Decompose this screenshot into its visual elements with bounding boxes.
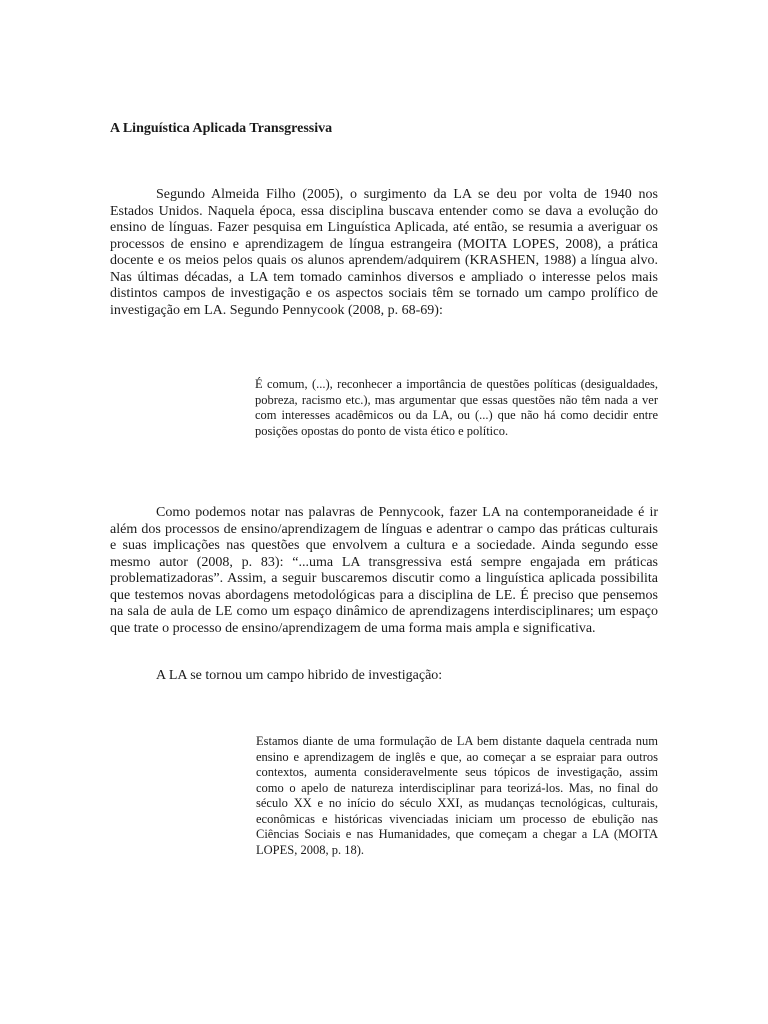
paragraph-3: A LA se tornou um campo hibrido de investigação: (156, 668, 443, 683)
block-quote-1: É comum, (...), reconhecer a importância de questões políticas (desigualdades, pobreza, racismo etc.), mas argumentar que essas questões não têm nada a ver com interesses acadêmicos ou da LA, ou (...) que não há como decidir entre posições opostas do ponto de vista ético e político. (255, 377, 658, 438)
paragraph-1: Segundo Almeida Filho (2005), o surgimento da LA se deu por volta de 1940 nos Estados Unidos. Naquela época, essa disciplina buscava entender como se dava a evolução do ensino de línguas. Fazer pesquisa em Linguística Aplicada, até então, se resumia a averiguar os processos de ensino e aprendizagem de língua estrangeira (MOITA LOPES, 2008), a prática docente e os meios pelos quais os alunos aprendem/adquirem (KRASHEN, 1988) a língua alvo. Nas últimas décadas, a LA tem tomado caminhos diversos e ampliado o interesse pelos mais distintos campos de investigação e os aspectos sociais têm se tornado um campo prolífico de investigação em LA. Segundo Pennycook (2008, p. 68-69): (110, 187, 658, 318)
block-quote-2: Estamos diante de uma formulação de LA bem distante daquela centrada num ensino e aprendizagem de inglês e que, ao começar a se espraiar para outros contextos, aumenta consideravelmente seus tópicos de investigação, assim como o apelo de natureza interdisciplinar para teorizá-los. Mas, no final do século XX e no início do século XXI, as mudanças tecnológicas, culturais, econômicas e históricas vivenciadas iniciam um processo de ebulição nas Ciências Sociais e nas Humanidades, que começam a chegar a LA (MOITA LOPES, 2008, p. 18). (256, 734, 658, 857)
document-title: A Linguística Aplicada Transgressiva (110, 121, 333, 136)
paragraph-2: Como podemos notar nas palavras de Pennycook, fazer LA na contemporaneidade é ir além dos processos de ensino/aprendizagem de línguas e adentrar o campo das práticas culturais e suas implicações nas questões que envolvem a cultura e a sociedade. Ainda segundo esse mesmo autor (2008, p. 83): “...uma LA transgressiva está sempre engajada em práticas problematizadoras”. Assim, a seguir buscaremos discutir como a linguística aplicada possibilita que testemos novas abordagens metodológicas para a disciplina de LE. É preciso que pensemos na sala de aula de LE como um espaço dinâmico de aprendizagens interdisciplinares; um espaço que trate o processo de ensino/aprendizagem de uma forma mais ampla e significativa. (110, 505, 658, 636)
